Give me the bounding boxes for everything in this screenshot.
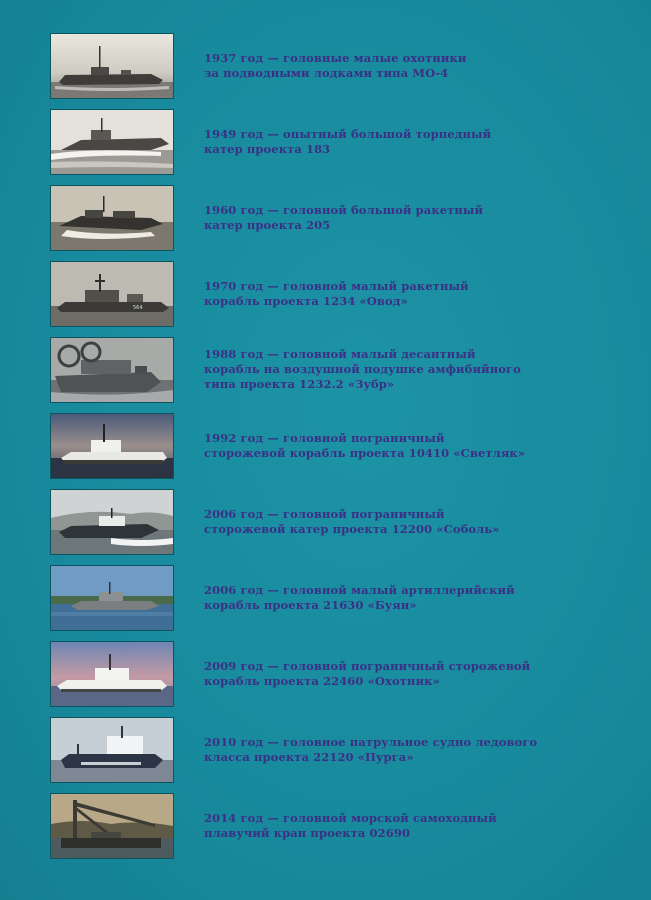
caption-line: сторожевой корабль проекта 10410 «Светляк» bbox=[204, 446, 526, 460]
caption-line: 1970 год — головной малый ракетный bbox=[204, 279, 469, 293]
caption-line: за подводными лодками типа МО-4 bbox=[204, 66, 449, 80]
caption-line: корабль на воздушной подушке амфибийного bbox=[204, 362, 521, 376]
caption-line: 1949 год — опытный большой торпедный bbox=[204, 127, 492, 141]
caption-line: 1992 год — головной пограничный bbox=[204, 431, 445, 445]
timeline-entry-1992 bbox=[50, 413, 630, 481]
caption-line: 1937 год — головные малые охотники bbox=[204, 51, 467, 65]
photo-project-10410-svetlyak bbox=[50, 413, 174, 479]
caption-line: 2010 год — головное патрульное судно ледового bbox=[204, 735, 538, 749]
entry-caption bbox=[204, 659, 624, 689]
timeline-entry-2006-buyan bbox=[50, 565, 630, 633]
photo-project-183-torpedo-boat bbox=[50, 109, 174, 175]
entry-caption bbox=[204, 507, 624, 537]
photo-mo4-patrol-boat bbox=[50, 33, 174, 99]
caption-line: 2009 год — головной пограничный сторожевой bbox=[204, 659, 531, 673]
caption-line: 1960 год — головной большой ракетный bbox=[204, 203, 484, 217]
caption-line: корабль проекта 21630 «Буян» bbox=[204, 598, 417, 612]
timeline-entry-2006-sobol bbox=[50, 489, 630, 557]
timeline-entry-1949 bbox=[50, 109, 630, 177]
entry-caption bbox=[204, 51, 624, 81]
photo-project-1232-zubr bbox=[50, 337, 174, 403]
caption-line: сторожевой катер проекта 12200 «Соболь» bbox=[204, 522, 500, 536]
caption-line: типа проекта 1232.2 «Зубр» bbox=[204, 377, 395, 391]
caption-line: 2014 год — головной морской самоходный bbox=[204, 811, 497, 825]
caption-line: катер проекта 205 bbox=[204, 218, 331, 232]
svg-text:564: 564 bbox=[133, 305, 143, 311]
entry-caption bbox=[204, 203, 624, 233]
entry-caption bbox=[204, 735, 624, 765]
timeline-entry-2010 bbox=[50, 717, 630, 785]
caption-line: 1988 год — головной малый десантный bbox=[204, 347, 476, 361]
timeline-entry-1988 bbox=[50, 337, 630, 405]
caption-line: корабль проекта 22460 «Охотник» bbox=[204, 674, 440, 688]
timeline-entry-2014 bbox=[50, 793, 630, 861]
caption-line: корабль проекта 1234 «Овод» bbox=[204, 294, 408, 308]
caption-line: катер проекта 183 bbox=[204, 142, 331, 156]
caption-line: плавучий кран проекта 02690 bbox=[204, 826, 411, 840]
caption-line: 2006 год — головной малый артиллерийский bbox=[204, 583, 515, 597]
timeline-entry-2009 bbox=[50, 641, 630, 709]
photo-project-12200-sobol bbox=[50, 489, 174, 555]
entry-caption bbox=[204, 279, 624, 309]
entry-caption bbox=[204, 431, 624, 461]
photo-project-22120-purga bbox=[50, 717, 174, 783]
photo-project-1234-ovod bbox=[50, 261, 174, 327]
caption-line: класса проекта 22120 «Пурга» bbox=[204, 750, 414, 764]
entry-caption bbox=[204, 347, 624, 392]
caption-line: 2006 год — головной пограничный bbox=[204, 507, 445, 521]
entry-caption bbox=[204, 583, 624, 613]
timeline-entry-1970 bbox=[50, 261, 630, 329]
photo-project-21630-buyan bbox=[50, 565, 174, 631]
photo-project-205-missile-boat bbox=[50, 185, 174, 251]
photo-project-22460-okhotnik bbox=[50, 641, 174, 707]
entry-caption bbox=[204, 811, 624, 841]
entry-caption bbox=[204, 127, 624, 157]
timeline-entry-1937 bbox=[50, 33, 630, 101]
photo-project-02690-floating-crane bbox=[50, 793, 174, 859]
timeline-entry-1960 bbox=[50, 185, 630, 253]
